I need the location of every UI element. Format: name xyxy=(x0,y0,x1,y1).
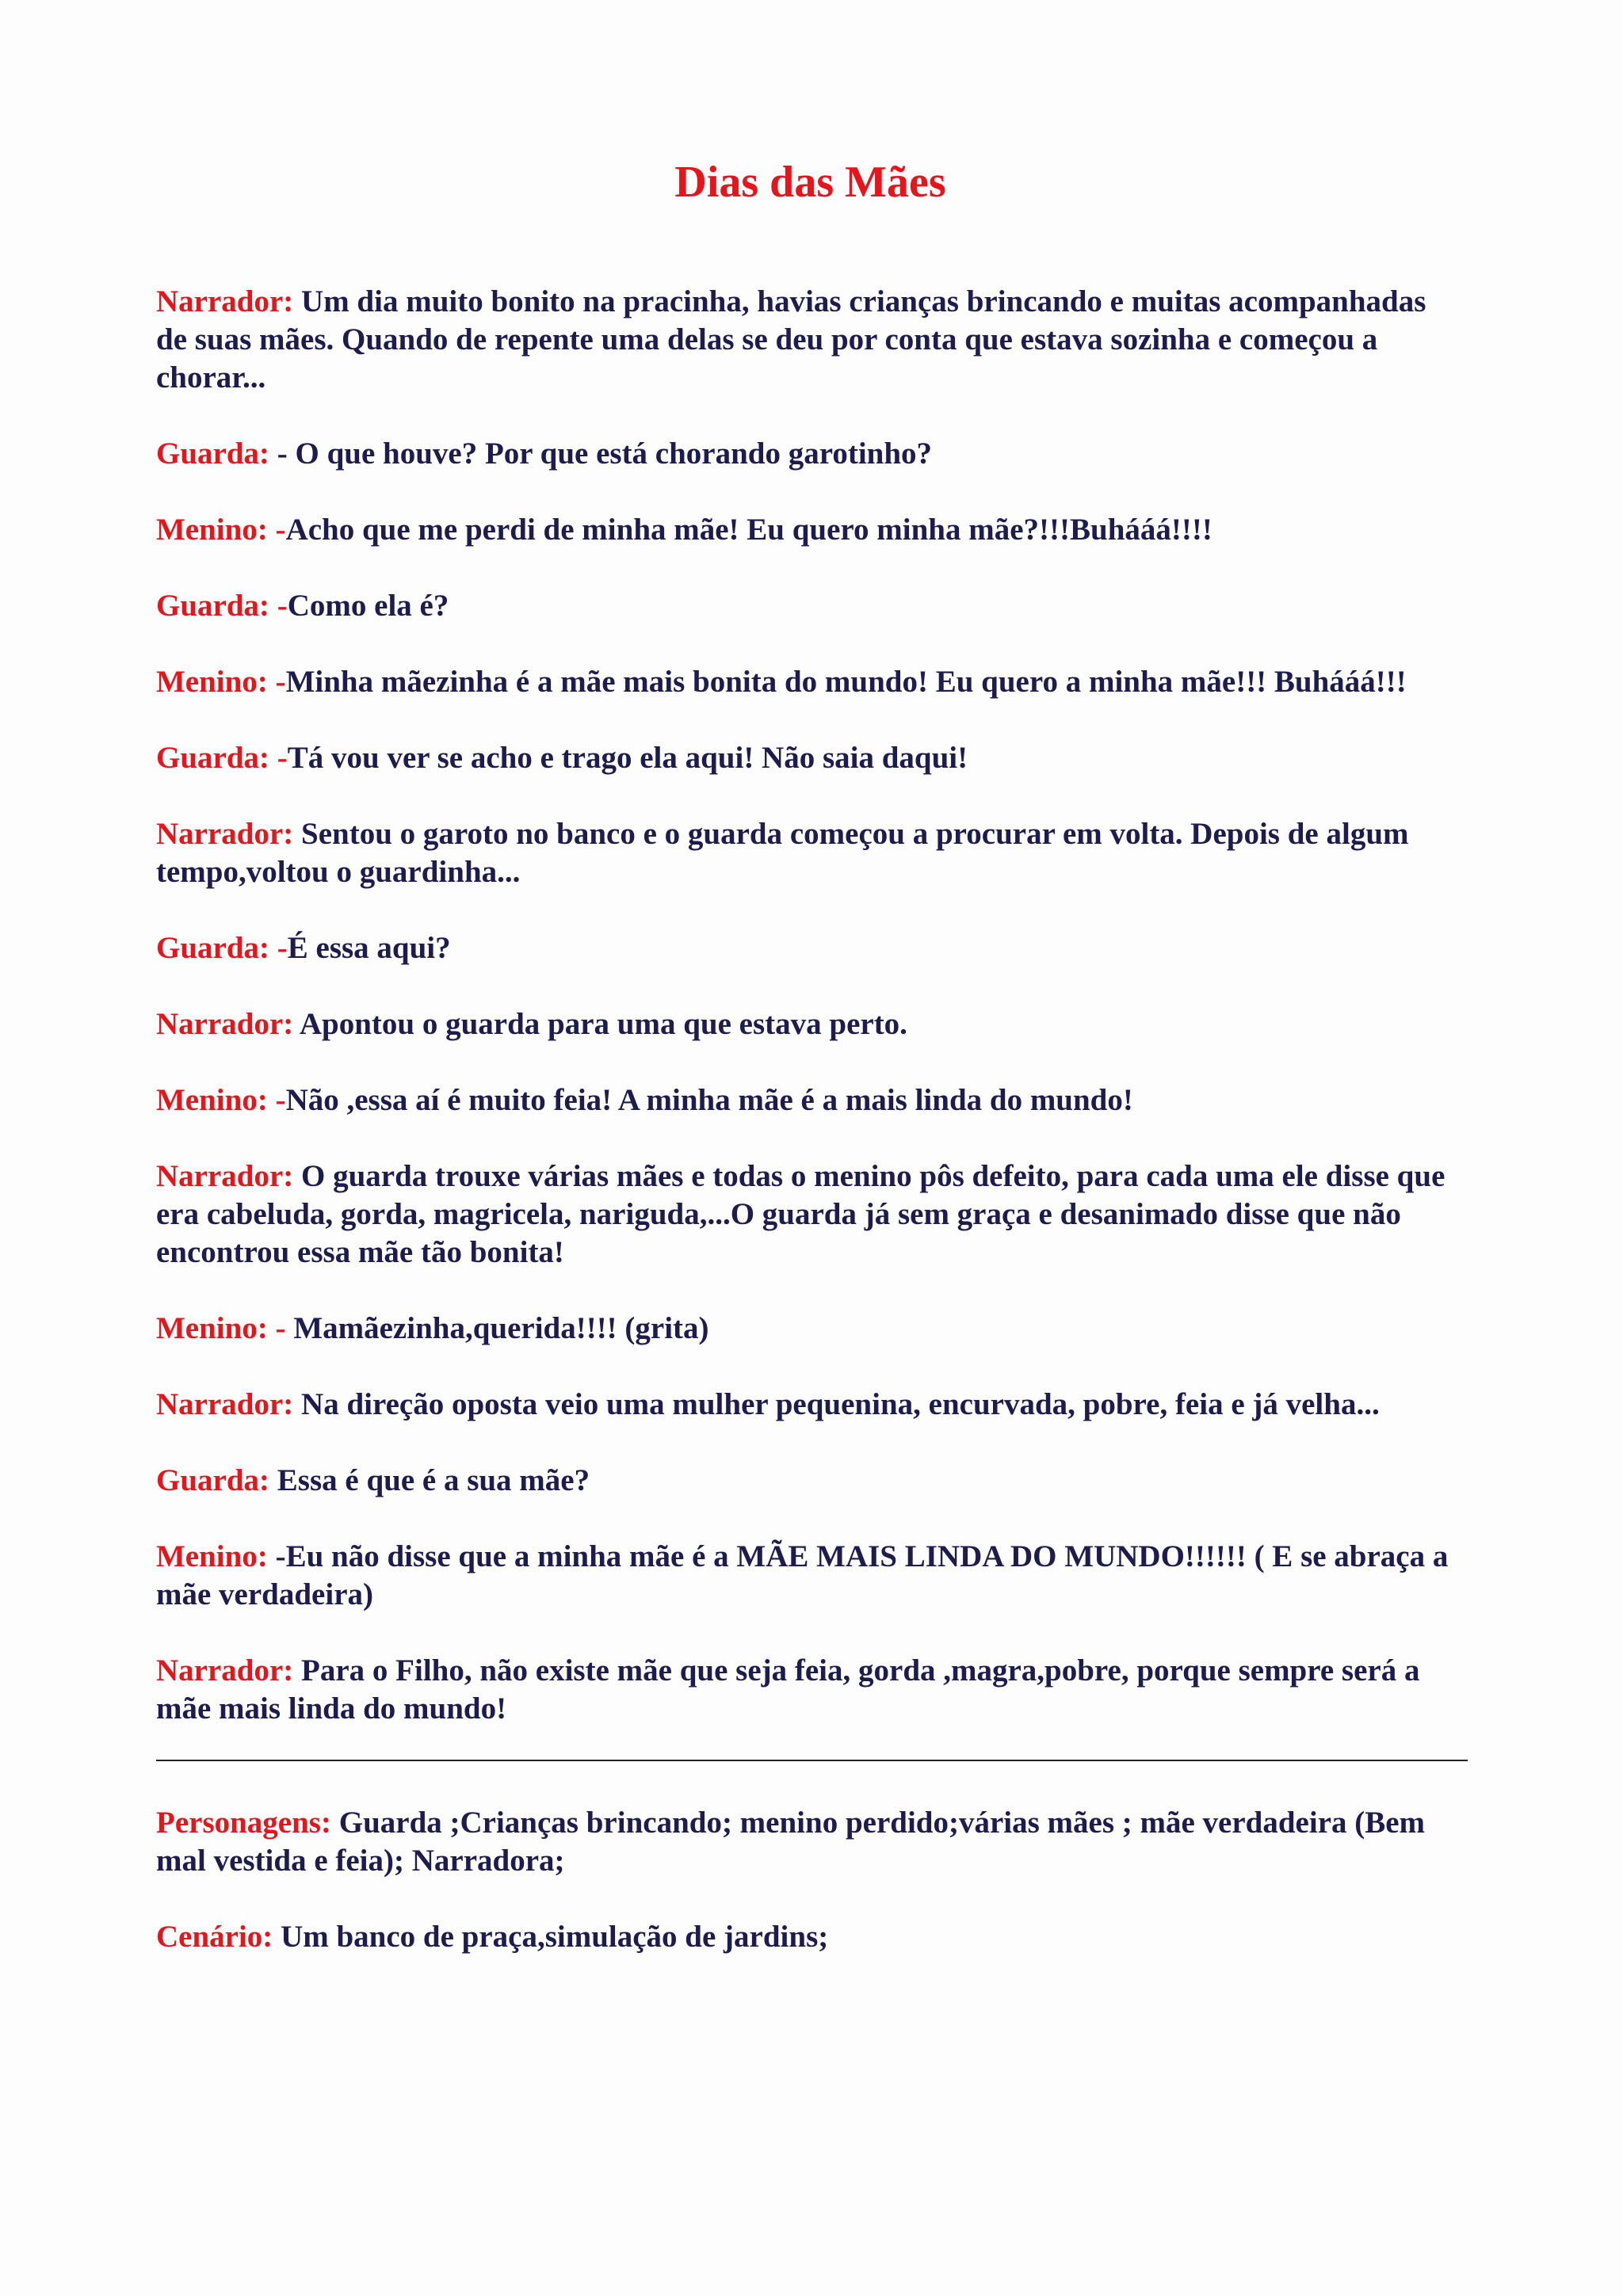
line-text: -Eu não disse que a minha mãe é a MÃE MAIS LINDA DO MUNDO!!!!!! ( E se abraça a mãe verdadeira) xyxy=(156,1539,1449,1611)
line-text: Apontou o guarda para uma que estava perto. xyxy=(293,1007,907,1041)
note-text: Um banco de praça,simulação de jardins; xyxy=(273,1920,829,1954)
speaker-label: Guarda: xyxy=(156,1463,270,1497)
line-text: Um dia muito bonito na pracinha, havias crianças brincando e muitas acompanhadas de suas mães. Quando de repente uma delas se deu por conta que estava sozinha e começou a chorar... xyxy=(156,284,1426,395)
line-text: Como ela é? xyxy=(287,589,449,623)
line-text: É essa aqui? xyxy=(287,931,451,965)
line-text: Essa é que é a sua mãe? xyxy=(269,1463,590,1497)
line-text: Minha mãezinha é a mãe mais bonita do mundo! Eu quero a minha mãe!!! Buhááá!!! xyxy=(285,665,1407,699)
dialogue-line xyxy=(156,929,1465,967)
note-label: Personagens: xyxy=(156,1806,331,1840)
speaker-label: Menino: - xyxy=(156,513,286,547)
note-label: Cenário: xyxy=(156,1920,273,1954)
speaker-label: Narrador: xyxy=(156,817,294,851)
speaker-label: Menino: xyxy=(156,1539,268,1573)
document-title: Dias das Mães xyxy=(674,158,946,207)
dialogue-line xyxy=(156,1652,1465,1728)
play-script xyxy=(156,283,1465,1728)
dialogue-line xyxy=(156,1005,1465,1043)
speaker-label: Narrador: xyxy=(156,1007,294,1041)
line-text: Mamãezinha,querida!!!! (grita) xyxy=(285,1311,709,1345)
dialogue-line xyxy=(156,815,1465,891)
line-text: Para o Filho, não existe mãe que seja feia, gorda ,magra,pobre, porque sempre será a mãe mais linda do mundo! xyxy=(156,1653,1420,1726)
speaker-label: Narrador: xyxy=(156,1653,294,1688)
line-text: Sentou o garoto no banco e o guarda começou a procurar em volta. Depois de algum tempo,voltou o guardinha... xyxy=(156,817,1409,889)
line-text: Não ,essa aí é muito feia! A minha mãe é a mais linda do mundo! xyxy=(285,1083,1133,1117)
dialogue-line xyxy=(156,1158,1465,1272)
line-text: Na direção oposta veio uma mulher pequenina, encurvada, pobre, feia e já velha... xyxy=(293,1387,1380,1421)
speaker-label: Guarda: - xyxy=(156,931,288,965)
speaker-label: Menino: - xyxy=(156,1311,286,1345)
dialogue-line xyxy=(156,1386,1465,1424)
note-text: Guarda ;Crianças brincando; menino perdido;várias mães ; mãe verdadeira (Bem mal vestida e feia); Narradora; xyxy=(156,1806,1426,1878)
dialogue-line xyxy=(156,739,1465,777)
dialogue-line xyxy=(156,511,1465,549)
dialogue-line xyxy=(156,1310,1465,1348)
speaker-label: Menino: - xyxy=(156,665,286,699)
dialogue-line xyxy=(156,1462,1465,1500)
dialogue-line xyxy=(156,435,1465,473)
dialogue-line xyxy=(156,663,1465,701)
dialogue-line xyxy=(156,587,1465,625)
speaker-label: Menino: - xyxy=(156,1083,286,1117)
scenery-note xyxy=(156,1918,1465,1956)
speaker-label: Narrador: xyxy=(156,284,294,318)
speaker-label: Guarda: - xyxy=(156,589,288,623)
line-text: Acho que me perdi de minha mãe! Eu quero minha mãe?!!!Buhááá!!!! xyxy=(285,513,1212,547)
speaker-label: Narrador: xyxy=(156,1159,294,1193)
speaker-label: Guarda: xyxy=(156,437,270,471)
speaker-label: Guarda: - xyxy=(156,741,288,775)
dialogue-line xyxy=(156,1081,1465,1119)
line-text: - O que houve? Por que está chorando garotinho? xyxy=(269,437,933,471)
production-notes xyxy=(156,1804,1465,1956)
characters-note xyxy=(156,1804,1465,1880)
speaker-label: Narrador: xyxy=(156,1387,294,1421)
dialogue-line xyxy=(156,1538,1465,1614)
line-text: Tá vou ver se acho e trago ela aqui! Não saia daqui! xyxy=(287,741,968,775)
line-text: O guarda trouxe várias mães e todas o menino pôs defeito, para cada uma ele disse que era cabeluda, gorda, magricela, nariguda,...O guarda já sem graça e desanimado disse que não encontrou essa mãe tão bonita! xyxy=(156,1159,1445,1269)
section-divider xyxy=(156,1760,1468,1761)
dialogue-line xyxy=(156,283,1465,397)
